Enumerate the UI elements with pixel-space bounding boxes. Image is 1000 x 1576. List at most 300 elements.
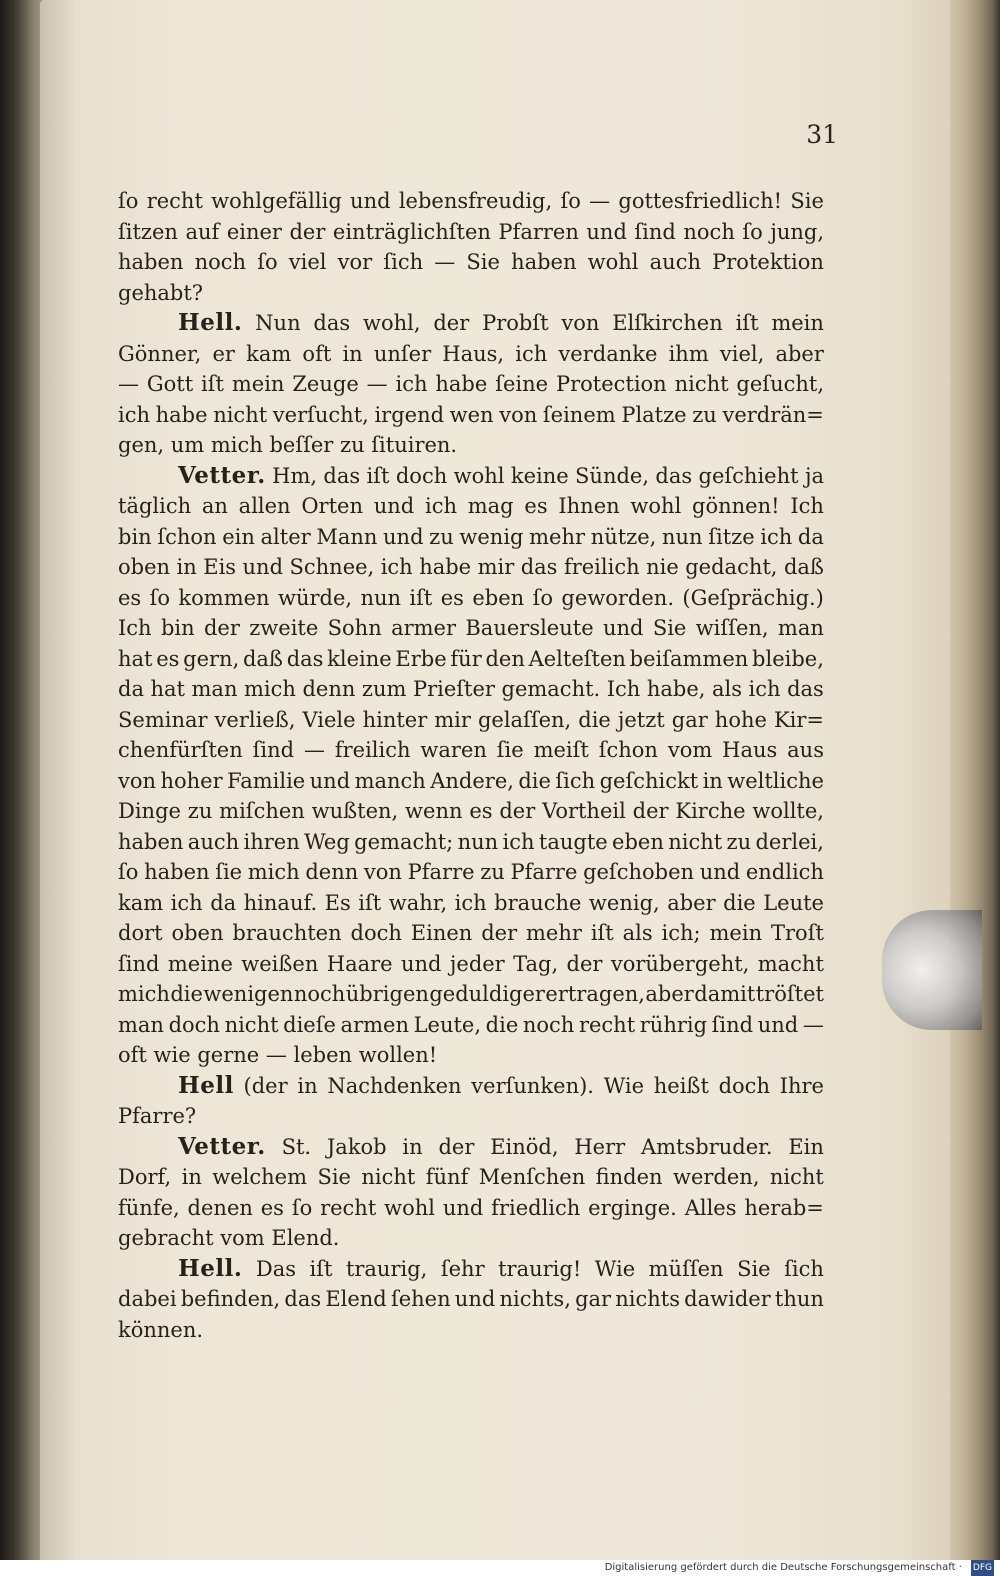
word: fünf	[425, 1165, 469, 1189]
word: haben	[511, 250, 577, 274]
word: Sie	[790, 189, 824, 213]
word: denn	[305, 860, 359, 884]
word: nicht	[769, 1165, 824, 1189]
word: Ich	[606, 677, 641, 701]
word: ſo	[257, 250, 278, 274]
word: das	[520, 555, 558, 579]
word: habe	[155, 402, 208, 427]
word: kommen	[178, 585, 270, 610]
word: als	[622, 921, 653, 945]
word: nie	[646, 555, 679, 579]
word: in	[176, 555, 197, 579]
word: ich	[424, 494, 457, 518]
word: zu	[480, 860, 505, 884]
text-line	[118, 949, 824, 980]
word: ſo	[532, 585, 553, 610]
text-line	[118, 918, 824, 949]
word: Leute	[763, 890, 824, 915]
word: und	[350, 189, 391, 213]
body-text	[118, 186, 824, 1345]
word: iſt	[358, 890, 382, 915]
word: in	[702, 768, 723, 793]
text-line	[118, 888, 824, 919]
word: haben	[118, 250, 184, 274]
word: irgend	[374, 402, 445, 427]
word: gelaſſen,	[477, 707, 572, 732]
text-line	[118, 186, 824, 217]
word: ich	[502, 829, 535, 854]
word: doch	[350, 921, 402, 945]
word: Leute,	[413, 1012, 482, 1037]
word: als	[712, 677, 743, 701]
word: Viele	[302, 707, 356, 732]
word: ſo	[560, 189, 581, 213]
text-line	[118, 796, 824, 827]
word: Dorf,	[118, 1165, 172, 1189]
text-line	[118, 1254, 824, 1285]
word: von	[499, 402, 538, 427]
word: mir	[434, 707, 471, 732]
word: und	[309, 768, 351, 793]
word: ich	[118, 402, 151, 427]
word: Pfarre	[407, 860, 475, 884]
word: Kirche	[675, 799, 746, 823]
word: beiſammen	[629, 646, 749, 671]
word: ſie	[215, 860, 243, 884]
word: ſitzen	[118, 219, 178, 244]
word: geſchickt	[599, 768, 699, 793]
text-line	[118, 1193, 824, 1224]
word: da	[118, 677, 144, 701]
word: wohl	[630, 494, 682, 518]
word: man	[118, 1012, 164, 1037]
text-line	[118, 827, 824, 858]
word: nun	[360, 585, 402, 610]
word: und	[242, 555, 284, 579]
text-line	[118, 1162, 824, 1193]
word: chenfürſten	[118, 738, 243, 762]
word: waren	[420, 738, 487, 762]
word: übrigen	[345, 982, 429, 1006]
word: keine	[510, 463, 569, 488]
word: es	[469, 799, 493, 823]
word: iſt	[201, 372, 224, 396]
word: bin	[118, 524, 152, 549]
word: doch	[718, 1073, 770, 1098]
word: finden	[595, 1165, 663, 1189]
word: da	[210, 890, 237, 915]
word: mein	[231, 372, 285, 396]
word: iſt	[735, 311, 759, 335]
word: —	[802, 1012, 824, 1037]
word: wohlgefällig	[211, 189, 342, 213]
word: ſind	[118, 951, 160, 976]
word: Prieſter	[412, 677, 495, 701]
word: armen	[340, 1012, 409, 1037]
word: kam	[246, 341, 292, 366]
word: kam	[118, 890, 164, 915]
word: weltliche	[727, 768, 824, 793]
word: ſind	[252, 738, 295, 762]
text-line	[118, 1040, 824, 1071]
word: ſchon	[598, 738, 658, 762]
word: nicht	[674, 372, 729, 396]
word: Wie	[603, 1073, 645, 1098]
word: nicht	[668, 829, 723, 854]
word: Schnee,	[289, 555, 375, 579]
word: gedacht,	[685, 555, 778, 579]
word: nicht	[361, 1165, 416, 1189]
word: —	[589, 189, 611, 213]
word: vorübergeht,	[610, 951, 750, 976]
word: Wie	[594, 1256, 636, 1281]
word: —	[118, 372, 139, 396]
text-line	[118, 1284, 824, 1315]
word: wenn	[405, 799, 463, 823]
line-text: Pfarre?	[118, 1104, 197, 1128]
word: ich;	[661, 921, 701, 945]
word: ſehr	[440, 1256, 485, 1281]
word: gar	[575, 1287, 612, 1311]
text-line	[118, 735, 824, 766]
word: doch	[168, 1012, 220, 1037]
word: alter	[260, 524, 311, 549]
speaker-name: Hell	[178, 1071, 234, 1099]
word: Aelteſten	[528, 646, 626, 671]
word: vor	[337, 250, 373, 274]
word: erginge.	[588, 1195, 677, 1220]
word: —	[366, 372, 388, 396]
word: werden,	[672, 1165, 760, 1189]
text-line	[118, 1223, 824, 1254]
word: Gönner,	[118, 341, 202, 366]
word: recht	[320, 1195, 377, 1220]
word: noch	[522, 1012, 575, 1037]
word: der	[632, 799, 669, 823]
word: Einöd,	[490, 1134, 559, 1159]
word: miſchen	[219, 799, 305, 823]
word: Bauersleute	[465, 616, 594, 640]
word: ſeine	[495, 372, 549, 396]
speaker-name: Vetter.	[178, 1132, 266, 1160]
word: mein	[709, 921, 763, 945]
word: viel	[288, 250, 327, 274]
word: ſie	[496, 738, 524, 762]
word: hinter	[362, 707, 428, 732]
word: ertragen,	[545, 982, 645, 1006]
word: verſucht,	[272, 402, 369, 427]
word: traurig!	[498, 1256, 582, 1281]
word: Nachdenken	[327, 1073, 462, 1098]
word: recht	[146, 189, 203, 213]
word: ſo	[118, 189, 139, 213]
text-line	[118, 339, 824, 370]
word: bin	[160, 616, 195, 640]
text-line	[118, 1315, 824, 1346]
word: meine	[167, 951, 233, 976]
word: Das	[255, 1256, 296, 1281]
word: Es	[324, 890, 351, 915]
word: (Geſprächig.)	[682, 585, 824, 610]
word: nun	[457, 829, 499, 854]
word: Sie	[466, 250, 500, 274]
word: man	[777, 616, 824, 640]
word: oben	[171, 921, 224, 945]
word: es	[260, 1195, 284, 1220]
speaker-name: Hell.	[178, 309, 243, 336]
word: und	[602, 616, 644, 640]
text-line	[118, 491, 824, 522]
word: ſo	[149, 585, 171, 610]
word: brauchten	[232, 921, 342, 945]
word: unſer	[373, 341, 432, 366]
word: geworden.	[561, 585, 674, 610]
word: iſt	[366, 463, 390, 488]
word: gemacht.	[501, 677, 601, 701]
word: Einen	[410, 921, 473, 945]
word: die	[170, 982, 203, 1006]
page-number: 31	[806, 120, 838, 149]
line-text: gehabt?	[118, 280, 204, 305]
word: Herr	[574, 1134, 626, 1159]
word: nichts	[615, 1287, 680, 1311]
word: würde,	[277, 585, 353, 610]
word: auf	[185, 219, 220, 244]
word: verließ,	[214, 707, 296, 732]
word: wenigen	[203, 982, 294, 1006]
word: nun	[661, 524, 703, 549]
word: ſehen	[390, 1287, 451, 1311]
word: Ein	[788, 1134, 824, 1159]
word: dabei	[118, 1287, 177, 1311]
word: und	[454, 1287, 496, 1311]
word: iſt	[409, 585, 433, 610]
word: Sohn	[327, 616, 382, 640]
word: nichts,	[499, 1287, 571, 1311]
word: Vortheil	[542, 799, 626, 823]
word: Seminar	[118, 707, 208, 732]
word: mich	[244, 677, 296, 701]
text-line	[118, 644, 824, 675]
word: das	[313, 311, 351, 335]
word: zu	[726, 829, 752, 854]
word: nütze,	[590, 524, 657, 549]
word: ich	[515, 341, 548, 366]
word: wohl	[384, 1195, 435, 1220]
word: denen	[187, 1195, 253, 1220]
word: rührig	[639, 1012, 708, 1037]
word: Ihnen	[558, 494, 620, 518]
word: ſo	[742, 219, 763, 244]
word: jung,	[770, 219, 824, 244]
word: mein	[771, 311, 824, 335]
word: endlich	[745, 860, 824, 884]
word: —	[303, 738, 325, 762]
word: gemacht;	[354, 829, 454, 854]
text-line	[118, 247, 824, 278]
word: Alles	[684, 1195, 737, 1220]
word: freilich	[563, 555, 640, 579]
word: geſchoben	[583, 860, 695, 884]
word: täglich	[118, 494, 192, 518]
word: Elſkirchen	[612, 311, 723, 335]
word: ihm	[668, 341, 709, 366]
word: es	[524, 494, 548, 518]
text-line	[118, 583, 824, 614]
text-line	[118, 1010, 824, 1041]
word: das	[323, 463, 361, 488]
word: damit	[694, 982, 756, 1006]
word: Sie	[317, 1165, 351, 1189]
word: ſich	[784, 1256, 824, 1281]
word: Ich	[118, 616, 152, 640]
word: Eis	[203, 555, 237, 579]
word: St.	[281, 1134, 312, 1159]
word: man	[191, 677, 238, 701]
word: jetzt	[617, 707, 665, 732]
word: (der	[243, 1073, 288, 1098]
text-line	[118, 979, 824, 1010]
word: und	[383, 524, 424, 549]
speaker-name: Vetter.	[178, 461, 266, 489]
word: fünfe,	[118, 1195, 180, 1220]
word: der	[203, 616, 240, 640]
word: das	[655, 463, 693, 488]
word: ſitze	[708, 524, 755, 549]
word: hinauf.	[243, 890, 318, 915]
word: Protektion	[712, 250, 824, 274]
word: Tag,	[513, 951, 559, 976]
word: Troſt	[771, 921, 824, 945]
word: manch	[354, 768, 426, 793]
text-line	[118, 1132, 824, 1163]
word: Menſchen	[478, 1165, 586, 1189]
word: hoher	[160, 768, 223, 793]
word: müſſen	[648, 1256, 724, 1281]
line-text: gen, um mich beſſer zu ſituiren.	[118, 433, 458, 457]
word: Elend	[325, 1287, 387, 1311]
word: heißt	[653, 1073, 709, 1098]
word: ich	[748, 677, 781, 701]
word: noch	[194, 250, 247, 274]
word: es	[118, 585, 142, 610]
word: für	[450, 646, 482, 671]
word: aus	[787, 738, 824, 762]
word: die	[578, 707, 611, 732]
line-text: können.	[118, 1317, 204, 1342]
word: gar	[671, 707, 708, 732]
footer-credit: Digitalisierung gefördert durch die Deutsche Forschungsgemeinschaft ·	[604, 1562, 962, 1573]
text-line	[118, 1101, 824, 1132]
word: macht	[757, 951, 824, 976]
word: und	[757, 1012, 799, 1037]
right-page-edge	[950, 0, 1000, 1560]
word: wohl,	[362, 311, 421, 335]
word: von	[363, 860, 402, 884]
word: ſich	[383, 250, 424, 274]
word: mehr	[526, 921, 582, 945]
word: ja	[804, 463, 824, 488]
word: ſind	[711, 1012, 754, 1037]
word: hohe	[714, 707, 767, 732]
word: den	[485, 646, 525, 671]
word: befinden,	[180, 1287, 281, 1311]
word: Haus	[722, 738, 778, 762]
word: jeder	[449, 951, 505, 976]
word: zweite	[249, 616, 319, 640]
word: ich	[454, 890, 487, 915]
word: auch	[649, 250, 701, 274]
word: habe	[435, 372, 488, 396]
word: wollte,	[752, 799, 824, 823]
word: einträglichſten	[332, 219, 491, 244]
text-line	[118, 461, 824, 492]
word: iſt	[590, 921, 614, 945]
word: habe	[419, 555, 472, 579]
word: gottesfriedlich!	[618, 189, 783, 213]
word: Nun	[255, 311, 301, 335]
word: dawider	[684, 1287, 771, 1311]
text-line	[118, 400, 824, 431]
word: und	[400, 951, 442, 976]
word: hat	[118, 646, 153, 671]
text-line	[118, 766, 824, 797]
word: der	[499, 799, 536, 823]
word: Haus,	[442, 341, 505, 366]
word: denn	[302, 677, 356, 701]
word: verdanke	[558, 341, 658, 366]
word: wen	[449, 402, 494, 427]
word: hat	[150, 677, 185, 701]
word: ſich	[555, 768, 596, 793]
word: das	[284, 1287, 322, 1311]
word: oft	[302, 341, 332, 366]
word: und	[373, 494, 415, 518]
word: ſchon	[157, 524, 217, 549]
word: doch	[395, 463, 448, 488]
word: daß	[783, 555, 824, 579]
word: taugte	[538, 829, 608, 854]
word: Haare	[326, 951, 393, 976]
word: Familie	[227, 768, 306, 793]
word: Pfarren	[498, 219, 579, 244]
word: Mann	[316, 524, 378, 549]
word: lebensfreudig,	[398, 189, 553, 213]
word: verdrän=	[722, 402, 824, 427]
word: in	[181, 1165, 202, 1189]
word: ein	[222, 524, 255, 549]
word: thun	[774, 1287, 824, 1311]
word: aber	[775, 341, 824, 366]
word: der	[481, 921, 518, 945]
word: die	[485, 1012, 519, 1037]
word: es	[440, 585, 464, 610]
speaker-name: Hell.	[178, 1254, 243, 1282]
word: geduldiger	[429, 982, 545, 1006]
word: Erbe	[395, 646, 447, 671]
word: herab=	[744, 1195, 824, 1220]
word: es	[156, 646, 180, 671]
word: ſind	[634, 219, 676, 244]
word: und	[586, 219, 627, 244]
word: wenig	[459, 524, 524, 549]
word: wiſſen,	[695, 616, 769, 640]
word: aber	[645, 982, 694, 1006]
word: traurig,	[345, 1256, 428, 1281]
word: allen	[238, 494, 291, 518]
word: eben	[472, 585, 525, 610]
word: nicht	[213, 402, 268, 427]
